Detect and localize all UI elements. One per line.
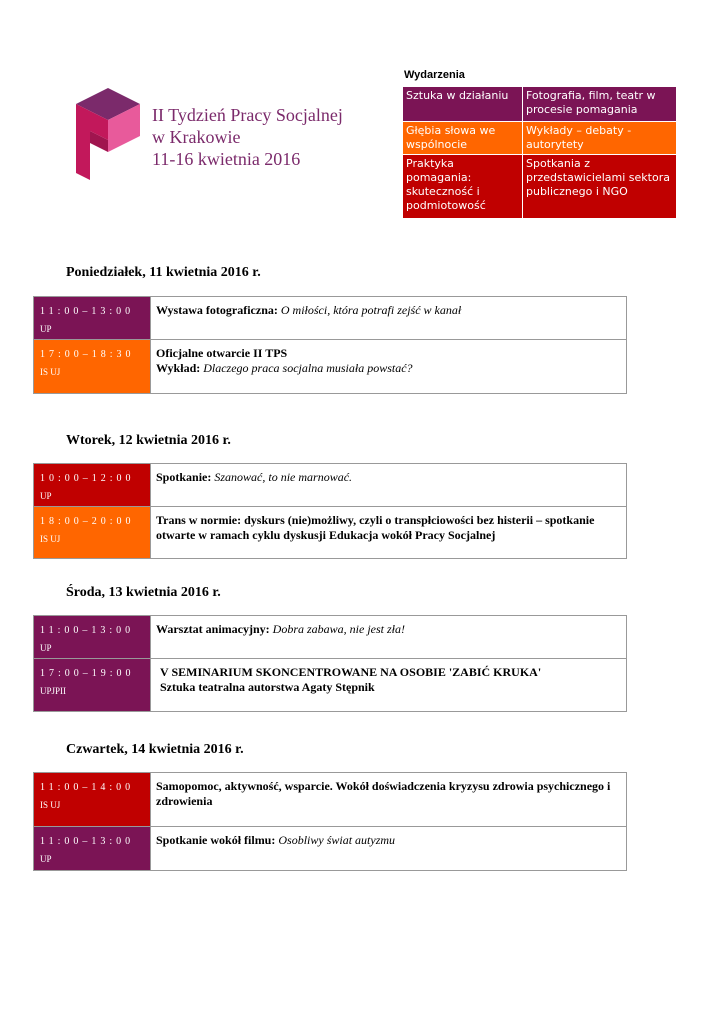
event-description (151, 297, 627, 340)
event-place: UPJPII (40, 686, 67, 696)
event-title: Osobliwy świat autyzmu (278, 833, 396, 847)
tps-logo-icon (76, 88, 140, 184)
event-label: Oficjalne otwarcie II TPS (156, 346, 288, 360)
day-title: Poniedziałek, 11 kwietnia 2016 r. (66, 265, 261, 280)
legend-cell: Spotkania z przedstawicielami sektora publicznego i NGO (523, 155, 677, 219)
schedule-table (33, 463, 627, 559)
event-time: 11:00–14:00 (40, 782, 135, 793)
logo-title-line-1: II Tydzień Pracy Socjalnej (152, 105, 343, 125)
legend-cell: Praktyka pomagania: skuteczność i podmiotowość (403, 155, 523, 219)
schedule-table (33, 772, 627, 871)
day-title: Wtorek, 12 kwietnia 2016 r. (66, 433, 231, 448)
event-time: 10:00–12:00 (40, 473, 135, 484)
schedule-table (33, 615, 627, 712)
event-description (151, 464, 627, 507)
event-label: Sztuka teatralna autorstwa Agaty Stępnik (160, 680, 375, 694)
event-place: UP (40, 643, 52, 653)
event-place: UP (40, 324, 52, 334)
legend-cell: Sztuka w działaniu (403, 87, 523, 122)
logo-title-line-2: w Krakowie (152, 127, 241, 147)
event-row (34, 827, 627, 871)
event-description (151, 659, 627, 712)
event-row (34, 507, 627, 559)
event-label: Spotkanie wokół filmu: (156, 833, 279, 847)
event-row (34, 616, 627, 659)
event-label: V SEMINARIUM SKONCENTROWANE NA OSOBIE 'ZABIĆ KRUKA' (160, 665, 542, 679)
event-description (151, 340, 627, 394)
event-description (151, 616, 627, 659)
day-title: Środa, 13 kwietnia 2016 r. (66, 585, 221, 600)
legend-table (402, 86, 677, 219)
legend-cell: Fotografia, film, teatr w procesie pomagania (523, 87, 677, 122)
event-time: 17:00–18:30 (40, 349, 135, 360)
event-place: UP (40, 854, 52, 864)
event-time: 11:00–13:00 (40, 306, 135, 317)
logo-title-line-3: 11-16 kwietnia 2016 (152, 149, 301, 169)
event-row (34, 659, 627, 712)
event-time: 11:00–13:00 (40, 836, 135, 847)
event-description (151, 827, 627, 871)
event-title: Dlaczego praca socjalna musiała powstać? (203, 361, 413, 375)
event-label: Spotkanie: (156, 470, 215, 484)
schedule-table (33, 296, 627, 394)
event-place: IS UJ (40, 534, 61, 544)
time-cell (34, 773, 151, 827)
event-label: Trans w normie: dyskurs (nie)możliwy, czyli o transpłciowości bez histerii – spotkanie otwarte w ramach cyklu dyskusji Edukacja wokół Pracy Socjalnej (156, 513, 595, 542)
event-place: UP (40, 491, 52, 501)
time-cell (34, 827, 151, 871)
legend-cell: Wykłady – debaty - autorytety (523, 122, 677, 155)
event-time: 11:00–13:00 (40, 625, 135, 636)
time-cell (34, 507, 151, 559)
event-place: IS UJ (40, 367, 61, 377)
event-label: Wykład: (156, 361, 204, 375)
event-description (151, 507, 627, 559)
time-cell (34, 659, 151, 712)
time-cell (34, 616, 151, 659)
legend-cell: Głębia słowa we wspólnocie (403, 122, 523, 155)
event-label: Samopomoc, aktywność, wsparcie. Wokół doświadczenia kryzysu zdrowia psychicznego i zdrowienia (156, 779, 611, 808)
event-title: O miłości, która potrafi zejść w kanał (280, 303, 462, 317)
event-row (34, 773, 627, 827)
event-time: 17:00–19:00 (40, 668, 135, 679)
day-title: Czwartek, 14 kwietnia 2016 r. (66, 742, 244, 757)
time-cell (34, 297, 151, 340)
time-cell (34, 464, 151, 507)
event-title: Szanować, to nie marnować. (214, 470, 353, 484)
event-label: Wystawa fotograficzna: (156, 303, 281, 317)
event-place: IS UJ (40, 800, 61, 810)
event-row (34, 340, 627, 394)
event-description (151, 773, 627, 827)
event-row (34, 464, 627, 507)
time-cell (34, 340, 151, 394)
logo-title (152, 104, 343, 170)
legend-heading: Wydarzenia (404, 69, 465, 81)
event-title: Dobra zabawa, nie jest zła! (272, 622, 405, 636)
event-label: Warsztat animacyjny: (156, 622, 273, 636)
event-row (34, 297, 627, 340)
event-time: 18:00–20:00 (40, 516, 135, 527)
